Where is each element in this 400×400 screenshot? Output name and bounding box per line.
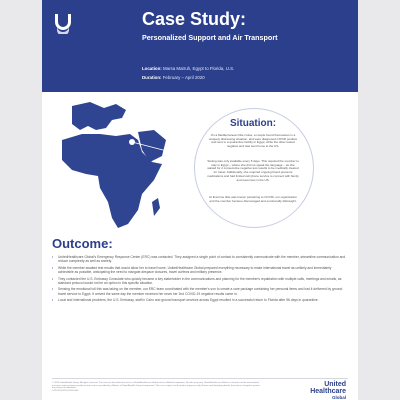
page-subtitle: Personalized Support and Air Transport	[142, 33, 278, 42]
outcome-bullet: • UnitedHealthcare Global's Emergency Response Center (ERC) was contacted. They assigned a single point of contact to consistently communicate with the member, streamline communication and reduce complexity as well as anxiety.	[52, 255, 348, 264]
outcome-bullet: • Sensing the emotional toll this was taking on the member, our ERC team coordinated with the member's son to create a care package containing her personal items and had it delivered by ground travel service to Egypt. It arrived the same day the member received her news her 2nd COVID-19 negative results came in.	[52, 287, 348, 296]
outcome-bullet: • Local and international providers, the U.S. Embassy, staff in Cairo and ground transport services across Egypt resulted in a successful return to Florida after 56 days in quarantine.	[52, 298, 348, 302]
brand-line: United	[324, 381, 346, 388]
location-label: Location:	[142, 66, 162, 71]
situation-paragraph: Testing was only available every 5 days. This required the member to stay in Egypt – where she did not speak the language – as she waited for 2 consecutive negative test results to be medically cleared for travel. Additionally, she required ongoing blood pressure medications and had limited cell phone service to connect with family and resources in the US.	[207, 159, 299, 182]
footer-divider	[52, 378, 348, 379]
disclaimer-text: © 2020 UnitedHealth Group. All rights reserved. The services described are those of UnitedHealthcare Global and its affiliated companies. Results may vary. UnitedHealthcare Global is a brand used for international insurance and assistance products and services provided by affiliates of UnitedHealth Group Incorporated. This case study is for illustrative purposes only. Names and identifying details have been changed to protect the privacy of individuals.	[52, 382, 260, 390]
location-value: Marsa Matruh, Egypt to Florida, U.S.	[163, 66, 235, 71]
situation-paragraph: At that time little was known pertaining to COVID, our organization and the member became discouraged and emotionally distraught.	[209, 195, 297, 203]
outcome-list	[52, 255, 348, 305]
outcome-bullet: • While the member awaited test results that would allow her to travel home, UnitedHealthcare Global prepared everything necessary to make international travel as unlikely and immediately achievable as possible, anticipating the need to navigate airspace closures, travel curfews and military presence.	[52, 266, 348, 275]
situation-paragraph: On a Mediterranean Nile cruise, a couple found themselves in a uniquely distressing situation, and were diagnosed COVID positive and sent to a quarantine facility in Egypt, while the other tested negative and was sent home to the US.	[208, 133, 298, 149]
uhc-logo-icon	[52, 12, 74, 34]
location-line	[142, 66, 234, 71]
situation-title: Situation:	[229, 118, 277, 129]
case-study-page	[42, 0, 358, 400]
duration-label: Duration:	[142, 75, 162, 80]
brand-line: Healthcare	[310, 388, 346, 395]
duration-value: February – April 2020	[162, 75, 205, 80]
outcome-bullet: • They contacted the U.S. Embassy Consulate who quickly became a key stakeholder in the communications and planning for the member's repatriation with multiple calls, meetings and emails, as standard protocol would not be an option in this specific situation.	[52, 277, 348, 286]
header-banner	[42, 0, 358, 92]
footer-disclaimer	[52, 382, 262, 393]
outcome-title: Outcome:	[52, 236, 113, 251]
brand-line: Global	[331, 395, 346, 400]
duration-line	[142, 75, 205, 80]
page-title: Case Study:	[142, 9, 247, 29]
brand-logo	[310, 381, 346, 400]
document-code: GT1079 (10/20) 2020 UHG	[52, 390, 79, 393]
